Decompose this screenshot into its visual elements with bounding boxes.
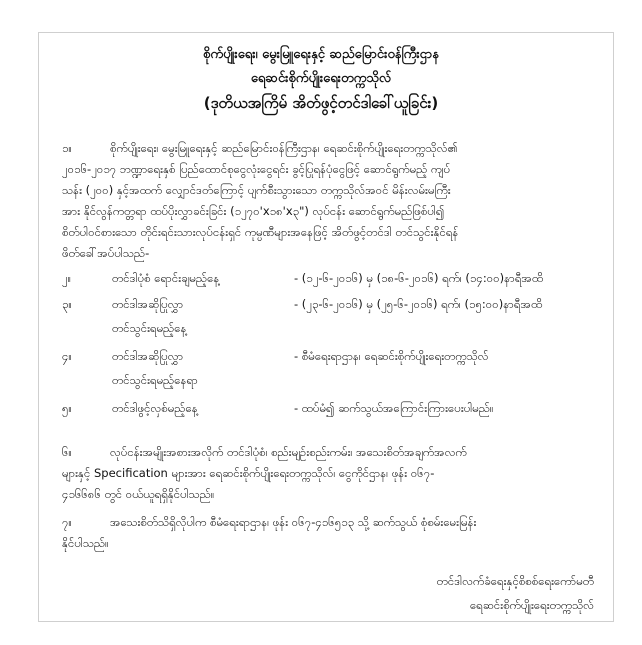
paragraph-line: ၄၁၆၆၈၆ တွင် ဝယ်ယူရရှိနိုင်ပါသည်။ — [62, 487, 215, 501]
paragraph-line: စိတ်ပါဝင်စားသော တိုင်းရင်းသားလုပ်ငန်းရှင် ကုမ္ပဏီများအနေဖြင့် အိတ်ဖွင့်တင်ဒါ တင်သွင်းနိုင်ရန် — [62, 225, 459, 239]
paragraph-line: ၂၀၁၆-၂၀၁၇ ဘဏ္ဍာရေးနှစ် ပြည်ထောင်စုငွေလုံးငွေရင်း ခွင့်ပြုရန်ပုံငွေဖြင့် ဆောင်ရွက်မည့် ကျပ် — [62, 162, 451, 176]
paragraph-7 — [62, 512, 610, 554]
item-label: တင်ဒါဖွင့်လှစ်မည့်နေ့ — [112, 401, 198, 415]
item-label: တင်ဒါပုံစံ ရောင်းချမည့်နေ့ — [112, 271, 220, 285]
paragraph-number: ၆။ — [62, 445, 72, 459]
paragraph-number: ၁။ — [62, 141, 72, 155]
item-number: ၂။ — [62, 271, 72, 285]
item-value: - စီမံရေးရာဌာန၊ ရေဆင်းစိုက်ပျိုးရေးတက္ကသိုလ် — [294, 349, 489, 363]
item-value: - ထပ်မံ၍ ဆက်သွယ်အကြောင်းကြားပေးပါမည်။ — [294, 401, 494, 415]
item-label: တင်ဒါအဆိုပြုလွှာ — [112, 297, 184, 311]
paragraph-line: အား နိုင်လွန်ကတ္တရာ ထပ်ပိုးလွှာခင်းခြင်း (၁၂၇၀'x၁၈'x၃") လုပ်ငန်း ဆောင်ရွက်မည်ဖြစ်ပါ၍ — [62, 204, 445, 218]
paragraph-line: နိုင်ပါသည်။ — [62, 536, 109, 550]
item-number: ၄။ — [62, 349, 72, 363]
paragraph-line: ဖိတ်ခေါ်အပ်ပါသည်- — [62, 246, 150, 260]
notice-title: (ဒုတိယအကြိမ် အိတ်ဖွင့်တင်ဒါခေါ်ယူခြင်း) — [203, 94, 439, 112]
paragraph-line: လုပ်ငန်းအမျိုးအစားအလိုက် တင်ဒါပုံစံ၊ စည်းမျဉ်းစည်းကမ်း၊ အသေးစိတ်အချက်အလက် — [110, 445, 467, 459]
item-number: ၅။ — [62, 401, 72, 415]
paragraph-6 — [62, 442, 610, 505]
paragraph-line: သန်း (၂၀၀) နှင့်အထက် လျှောင်ဒတ်ကြောင့် ပျက်စီးသွားသော တက္ကသိုလ်အဝင် မိန်းလမ်းမကြီး — [62, 183, 451, 197]
item-label: တင်ဒါအဆိုပြုလွှာ — [112, 349, 184, 363]
item-number: ၃။ — [62, 297, 72, 311]
committee-signature: တင်ဒါလက်ခံရေးနှင့်စိစစ်ရေးကော်မတီ — [436, 574, 594, 588]
item-value: - (၁၂-၆-၂၀၁၆) မှ (၁၈-၆-၂၀၁၆) ရက်၊ (၁၄:၀၀)နာရီအထိ — [294, 271, 544, 285]
paragraph-line: စိုက်ပျိုးရေး၊ မွေးမြူရေးနှင့် ဆည်မြောင်းဝန်ကြီးဌာန၊ ရေဆင်းစိုက်ပျိုးရေးတက္ကသိုလ်၏ — [110, 141, 458, 155]
item-label-continued: တင်သွင်းရမည့်နေ့ — [112, 321, 187, 335]
item-label-continued: တင်သွင်းရမည့်နေရာ — [112, 373, 198, 387]
paragraph-1 — [62, 138, 610, 264]
item-value: - (၂၃-၆-၂၀၁၆) မှ (၂၅-၆-၂၀၁၆) ရက်၊ (၁၅:၀၀)နာရီအထိ — [294, 297, 543, 311]
paragraph-line: အသေးစိတ်သိရှိလိုပါက စီမံရေးရာဌာန၊ ဖုန်း ၀၆၇-၄၁၆၅၁၃ သို့ ဆက်သွယ် စုံစမ်းမေးမြန်း — [110, 515, 477, 529]
university-signature: ရေဆင်းစိုက်ပျိုးရေးတက္ကသိုလ် — [469, 598, 594, 612]
paragraph-line: များနှင့် Specification များအား ရေဆင်းစိုက်ပျိုးရေးတက္ကသိုလ်၊ ငွေကိုင်ဌာန၊ ဖုန်း ၀၆၇- — [62, 466, 435, 480]
paragraph-number: ၇။ — [62, 515, 72, 529]
ministry-title: စိုက်ပျိုးရေး၊ မွေးမြူရေးနှင့် ဆည်မြောင်းဝန်ကြီးဌာန — [203, 47, 439, 62]
university-title: ရေဆင်းစိုက်ပျိုးရေးတက္ကသိုလ် — [250, 71, 392, 86]
